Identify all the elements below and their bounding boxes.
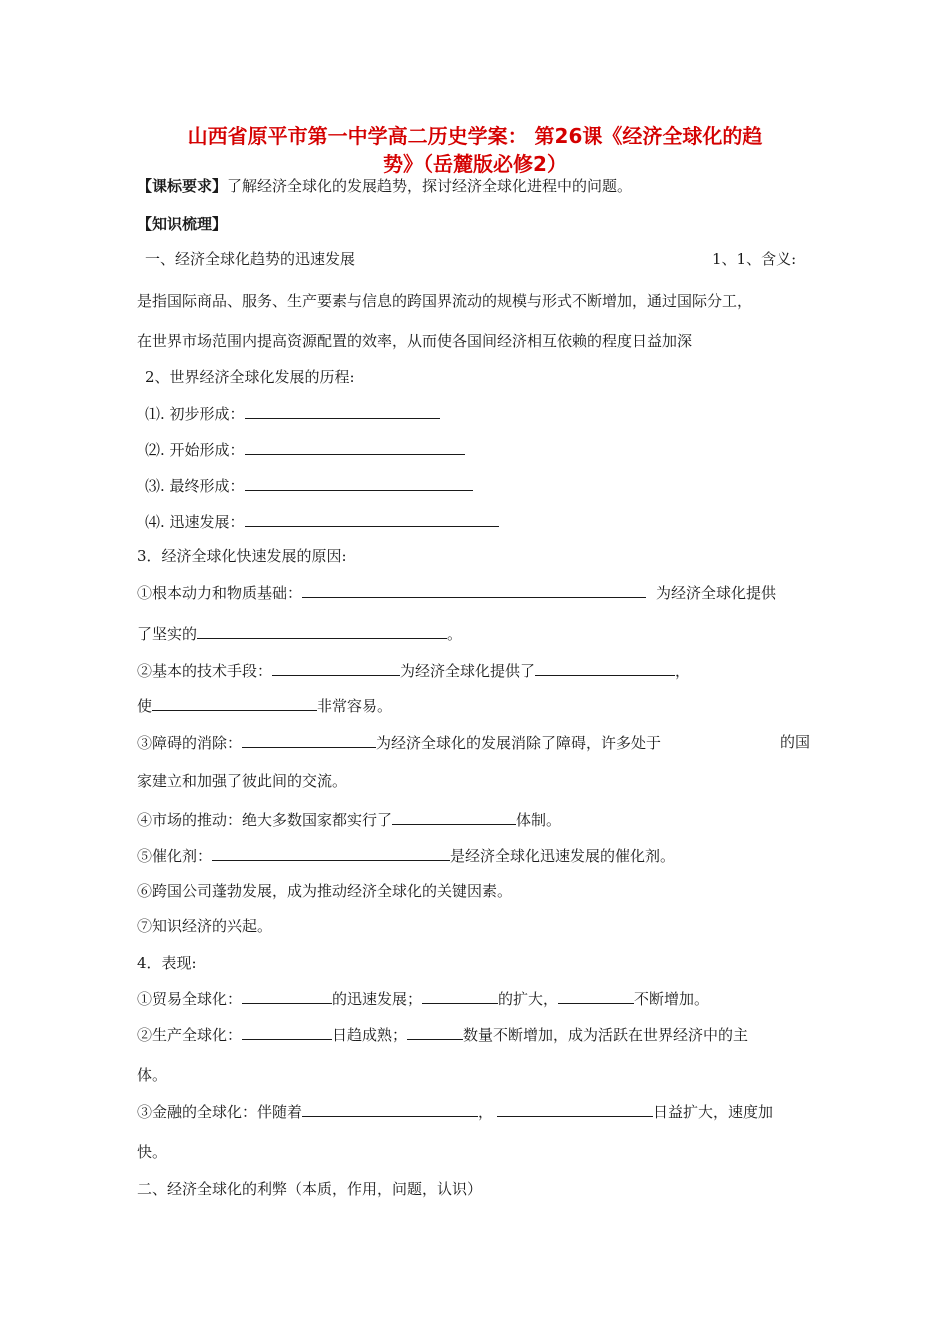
reason-3-line-1 (137, 731, 661, 754)
reason-1-line-2 (137, 622, 462, 645)
history-heading: 2、世界经济全球化发展的历程: (145, 368, 355, 386)
meaning-label: 1、1、含义: (712, 250, 797, 268)
reason-3-text: ③障碍的消除： (137, 734, 243, 752)
reason-1-end: 。 (447, 625, 463, 643)
blank-6 (197, 622, 447, 639)
requirement-label: 【课标要求】 (137, 177, 228, 195)
reason-5-end: 是经济全球化迅速发展的催化剂。 (450, 847, 676, 865)
history-item-2 (145, 438, 465, 461)
blank-18 (302, 1100, 478, 1117)
blank-2 (245, 438, 465, 455)
blank-5 (302, 581, 646, 598)
reason-2-cont: 使 (137, 697, 153, 715)
history-item-4-label: ⑷. 迅速发展： (145, 513, 245, 531)
blank-15 (558, 987, 634, 1004)
performance-1-text: ①贸易全球化： (137, 990, 243, 1008)
blank-1 (245, 402, 440, 419)
reason-1-text: ①根本动力和物质基础： (137, 584, 303, 602)
reason-2-text: ②基本的技术手段： (137, 662, 273, 680)
blank-10 (242, 731, 376, 748)
performance-3-text: ③金融的全球化：伴随着 (137, 1103, 303, 1121)
performance-2-line-1 (137, 1023, 748, 1046)
requirement-text: 了解经济全球化的发展趋势，探讨经济全球化进程中的问题。 (227, 177, 633, 195)
blank-16 (242, 1023, 332, 1040)
blank-14 (422, 987, 498, 1004)
section2-heading: 二、经济全球化的利弊（本质，作用，问题，认识） (137, 1180, 483, 1198)
blank-4 (245, 510, 499, 527)
reason-7: ⑦知识经济的兴起。 (137, 917, 273, 935)
performance-2-line-2: 体。 (137, 1066, 168, 1084)
blank-12 (212, 844, 450, 861)
reason-5-text: ⑤催化剂： (137, 847, 213, 865)
reason-2-mid: 为经济全球化提供了 (400, 662, 536, 680)
blank-9 (152, 694, 317, 711)
section1-heading: 一、经济全球化趋势的迅速发展 (145, 250, 356, 268)
blank-3 (245, 474, 473, 491)
reason-4-text: ④市场的推动：绝大多数国家都实行了 (137, 811, 393, 829)
reason-3-tail: 的国 (780, 733, 811, 751)
performance-2-mid: 日趋成熟； (332, 1026, 408, 1044)
performance-1-end: 不断增加。 (634, 990, 710, 1008)
performance-3-line-2: 快。 (137, 1143, 168, 1161)
reason-1-tail: 为经济全球化提供 (656, 584, 777, 602)
history-item-4 (145, 510, 499, 533)
history-item-3-label: ⑶. 最终形成： (145, 477, 245, 495)
reason-3-mid: 为经济全球化的发展消除了障碍，许多处于 (376, 734, 662, 752)
history-item-1-label: ⑴. 初步形成： (145, 405, 245, 423)
meaning-line-2: 在世界市场范围内提高资源配置的效率，从而使各国间经济相互依赖的程度日益加深 (137, 332, 693, 350)
reason-2-comma: ， (675, 662, 691, 680)
performance-3-tail: 日益扩大，速度加 (653, 1103, 774, 1121)
performance-2-text: ②生产全球化： (137, 1026, 243, 1044)
blank-17 (407, 1023, 463, 1040)
history-item-3 (145, 474, 473, 497)
performance-1-mid-1: 的迅速发展； (332, 990, 423, 1008)
performance-1 (137, 987, 709, 1010)
reason-4-end: 体制。 (516, 811, 562, 829)
blank-7 (272, 659, 400, 676)
reason-6: ⑥跨国公司蓬勃发展，成为推动经济全球化的关键因素。 (137, 882, 513, 900)
document-title-line-2: 势》（岳麓版必修2） (383, 152, 567, 176)
reason-2-line-1 (137, 659, 690, 682)
reason-3-line-2: 家建立和加强了彼此间的交流。 (137, 772, 348, 790)
requirement-line (137, 175, 632, 197)
history-item-2-label: ⑵. 开始形成： (145, 441, 245, 459)
meaning-line-1: 是指国际商品、服务、生产要素与信息的跨国界流动的规模与形式不断增加，通过国际分工， (137, 292, 753, 310)
reason-2-line-2 (137, 694, 392, 717)
reasons-heading: 3．经济全球化快速发展的原因: (137, 547, 347, 565)
performance-1-mid-2: 的扩大， (498, 990, 559, 1008)
blank-8 (535, 659, 675, 676)
performance-heading: 4．表现: (137, 954, 197, 972)
blank-13 (242, 987, 332, 1004)
knowledge-label: 【知识梳理】 (137, 215, 228, 233)
performance-3-comma: ， (478, 1103, 494, 1121)
history-item-1 (145, 402, 440, 425)
reason-1-line-1 (137, 581, 776, 604)
reason-1-cont: 了坚实的 (137, 625, 198, 643)
blank-19 (497, 1100, 653, 1117)
blank-11 (392, 808, 516, 825)
reason-4 (137, 808, 561, 831)
document-title-line-1: 山西省原平市第一中学高二历史学案： 第26课《经济全球化的趋 (187, 124, 763, 148)
reason-2-end: 非常容易。 (317, 697, 393, 715)
reason-5 (137, 844, 675, 867)
performance-2-tail: 数量不断增加，成为活跃在世界经济中的主 (463, 1026, 749, 1044)
performance-3-line-1 (137, 1100, 773, 1123)
